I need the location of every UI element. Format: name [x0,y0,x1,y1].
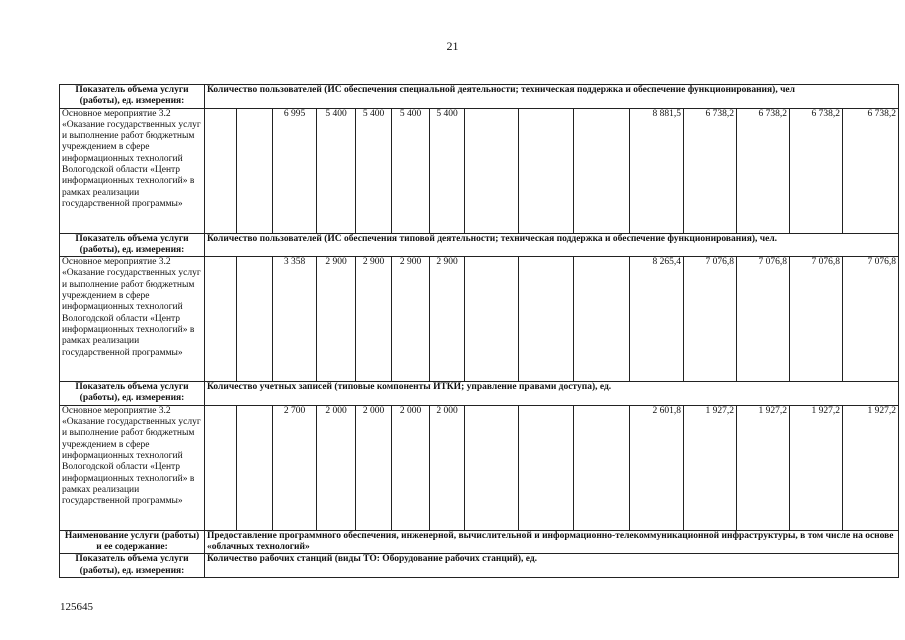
value-cell: 2 900 [392,257,430,382]
value-cell: 2 900 [317,257,356,382]
value-cell: 6 738,2 [790,108,843,233]
service-name-label: Наименование услуги (работы) и ее содержание: [60,530,205,554]
indicators-table [59,84,899,578]
value-cell: 2 000 [317,405,356,530]
activity-cell: Основное мероприятие 3.2 «Оказание государственных услуг и выполнение работ бюджетным учреждением в сфере информационных технологий Вологодской области «Центр информационных технологий» в рамках реализации государственной программы» [60,405,205,530]
value-cell: 2 900 [430,257,465,382]
indicator-header-row [60,233,899,257]
value-cell: 5 400 [317,108,356,233]
value-cell [465,257,519,382]
value-cell: 1 927,2 [737,405,790,530]
indicator-description: Количество пользователей (ИС обеспечения специальной деятельности; техническая поддержка и обеспечение функционирования), чел [205,85,899,109]
value-cell [237,257,273,382]
activity-row [60,108,899,233]
value-cell: 3 358 [273,257,317,382]
value-cell: 2 601,8 [630,405,684,530]
value-cell: 2 000 [430,405,465,530]
value-cell: 7 076,8 [737,257,790,382]
value-cell: 2 900 [356,257,392,382]
value-cell: 7 076,8 [843,257,899,382]
indicator-header-row [60,382,899,406]
value-cell [574,405,630,530]
value-cell: 1 927,2 [843,405,899,530]
value-cell [205,405,237,530]
value-cell: 1 927,2 [790,405,843,530]
value-cell [519,108,574,233]
value-cell [574,257,630,382]
indicator-label: Показатель объема услуги (работы), ед. измерения: [60,382,205,406]
value-cell: 5 400 [392,108,430,233]
activity-cell: Основное мероприятие 3.2 «Оказание государственных услуг и выполнение работ бюджетным учреждением в сфере информационных технологий Вологодской области «Центр информационных технологий» в рамках реализации государственной программы» [60,257,205,382]
value-cell [465,405,519,530]
value-cell [237,405,273,530]
indicator-label: Показатель объема услуги (работы), ед. измерения: [60,85,205,109]
value-cell: 2 700 [273,405,317,530]
activity-row [60,405,899,530]
indicator-header-row [60,554,899,578]
value-cell: 8 881,5 [630,108,684,233]
indicator-label: Показатель объема услуги (работы), ед. измерения: [60,233,205,257]
value-cell [237,108,273,233]
value-cell: 2 000 [392,405,430,530]
service-name-text: Предоставление программного обеспечения, инженерной, вычислительной и информационно-телекоммуникационной инфраструктуры, в том числе на основе «облачных технологий» [205,530,899,554]
value-cell: 5 400 [356,108,392,233]
value-cell: 6 738,2 [737,108,790,233]
value-cell [465,108,519,233]
document-code: 125645 [60,601,93,613]
value-cell: 5 400 [430,108,465,233]
indicator-header-row [60,85,899,109]
value-cell: 7 076,8 [790,257,843,382]
value-cell [519,405,574,530]
value-cell [519,257,574,382]
value-cell: 6 738,2 [684,108,737,233]
indicator-description: Количество пользователей (ИС обеспечения типовой деятельности; техническая поддержка и обеспечение функционирования), чел. [205,233,899,257]
value-cell: 6 738,2 [843,108,899,233]
value-cell: 2 000 [356,405,392,530]
value-cell [574,108,630,233]
value-cell [205,257,237,382]
value-cell: 7 076,8 [684,257,737,382]
activity-row [60,257,899,382]
indicator-label: Показатель объема услуги (работы), ед. измерения: [60,554,205,578]
indicator-description: Количество учетных записей (типовые компоненты ИТКИ; управление правами доступа), ед. [205,382,899,406]
indicator-description: Количество рабочих станций (виды ТО: Оборудование рабочих станций), ед. [205,554,899,578]
service-name-row [60,530,899,554]
value-cell: 1 927,2 [684,405,737,530]
page-number: 21 [446,39,459,53]
value-cell: 8 265,4 [630,257,684,382]
activity-cell: Основное мероприятие 3.2 «Оказание государственных услуг и выполнение работ бюджетным учреждением в сфере информационных технологий Вологодской области «Центр информационных технологий» в рамках реализации государственной программы» [60,108,205,233]
value-cell: 6 995 [273,108,317,233]
value-cell [205,108,237,233]
